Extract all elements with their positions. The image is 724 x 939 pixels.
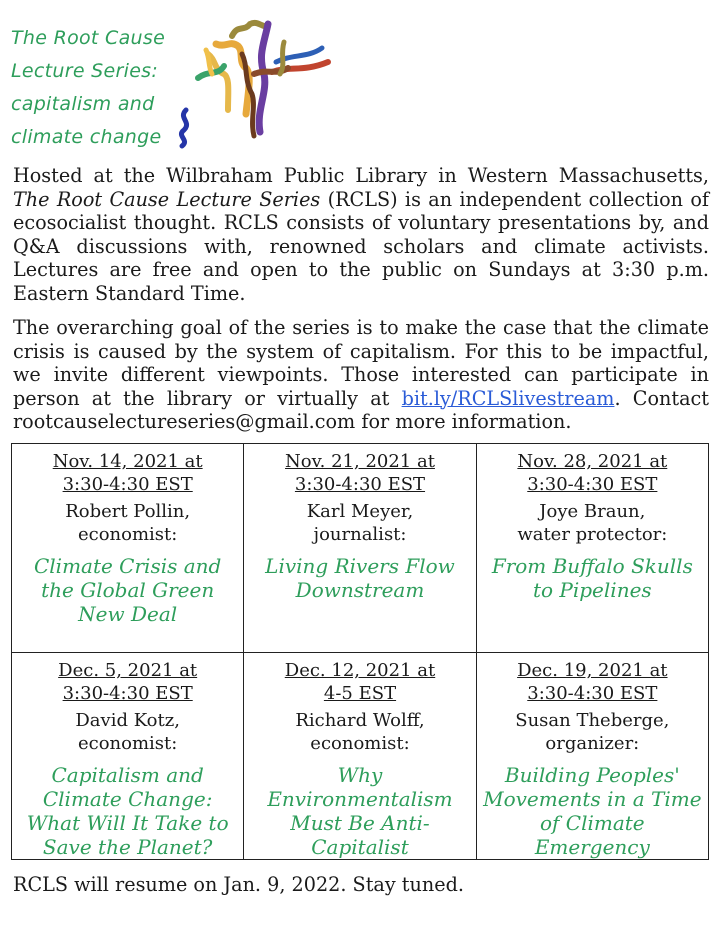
- lecture-time: 3:30-4:30 EST: [527, 474, 658, 495]
- lecture-date: Nov. 28, 2021 at: [517, 451, 668, 472]
- series-name: The Root Cause Lecture Series: [13, 187, 321, 211]
- lecture-time: 3:30-4:30 EST: [527, 683, 658, 704]
- series-title-line: Lecture Series:: [11, 60, 159, 82]
- lecture-date: Dec. 19, 2021 at: [517, 660, 668, 681]
- goal-text: . Contact rootcauselectureseries@gmail.com for more information.: [13, 386, 709, 433]
- talk-title: Why Environmentalism Must Be Anti-Capitalist: [267, 763, 453, 859]
- intro-text: (RCLS) is an independent collection of ecosocialist thought. RCLS consists of voluntary presentations by, and Q&A discussions with, renowned scholars and climate activists. Lectures are free and open to the public on Sundays at 3:30 p.m. Eastern Standard Time.: [13, 187, 709, 305]
- goal-text: The overarching goal of the series is to make the case that the climate crisis is caused by the system of capitalism. For this to be impactful, we invite different viewpoints. Those interested can participate in person at the library or virtually at: [13, 316, 709, 410]
- lecture-date: Nov. 14, 2021 at: [52, 451, 203, 472]
- speaker-role: economist:: [77, 733, 178, 754]
- flyer-header: [0, 0, 724, 160]
- lecture-time: 4-5 EST: [323, 683, 397, 704]
- lecture-cell: [12, 444, 244, 653]
- speaker-role: organizer:: [545, 733, 640, 754]
- series-title-line: The Root Cause: [11, 27, 166, 49]
- table-row: [12, 653, 709, 860]
- table-row: [12, 444, 709, 653]
- lecture-schedule-table: [11, 443, 709, 860]
- speaker-name: Richard Wolff,: [295, 710, 425, 731]
- intro-paragraph: [13, 164, 709, 305]
- talk-title: Climate Crisis and the Global Green New Deal: [33, 554, 222, 626]
- lecture-cell: [244, 444, 476, 653]
- intro-text: Hosted at the Wilbraham Public Library in Western Massachusetts,: [13, 164, 709, 187]
- root-strokes-logo: [168, 14, 338, 149]
- lecture-date: Dec. 12, 2021 at: [284, 660, 436, 681]
- talk-title: Capitalism and Climate Change: What Will It Take to Save the Planet?: [26, 763, 229, 859]
- speaker-name: David Kotz,: [75, 710, 180, 731]
- lecture-date: Dec. 5, 2021 at: [58, 660, 198, 681]
- lecture-date: Nov. 21, 2021 at: [285, 451, 435, 472]
- livestream-link[interactable]: bit.ly/RCLSlivestream: [401, 386, 615, 410]
- speaker-name: Susan Theberge,: [515, 710, 670, 731]
- speaker-name: Joye Braun,: [539, 501, 646, 522]
- lecture-time: 3:30-4:30 EST: [62, 683, 193, 704]
- lecture-cell: [244, 653, 476, 860]
- speaker-name: Robert Pollin,: [65, 501, 191, 522]
- series-title-line: climate change: [11, 126, 162, 148]
- talk-title: Building Peoples' Movements in a Time of Climate Emergency: [483, 763, 702, 859]
- speaker-role: economist:: [310, 733, 410, 754]
- lecture-time: 3:30-4:30 EST: [62, 474, 193, 495]
- lecture-time: 3:30-4:30 EST: [294, 474, 426, 495]
- lecture-cell: [476, 653, 708, 860]
- series-title: [11, 22, 165, 154]
- talk-title: From Buffalo Skulls to Pipelines: [491, 554, 693, 602]
- speaker-role: water protector:: [517, 524, 668, 545]
- series-title-line: capitalism and: [11, 93, 155, 115]
- speaker-role: journalist:: [313, 524, 407, 545]
- lecture-cell: [12, 653, 244, 860]
- speaker-name: Karl Meyer,: [306, 501, 414, 522]
- talk-title: Living Rivers Flow Downstream: [265, 554, 455, 602]
- speaker-role: economist:: [77, 524, 178, 545]
- footer-note: RCLS will resume on Jan. 9, 2022. Stay tuned.: [13, 873, 464, 896]
- goal-paragraph: [13, 316, 709, 434]
- lecture-cell: [476, 444, 708, 653]
